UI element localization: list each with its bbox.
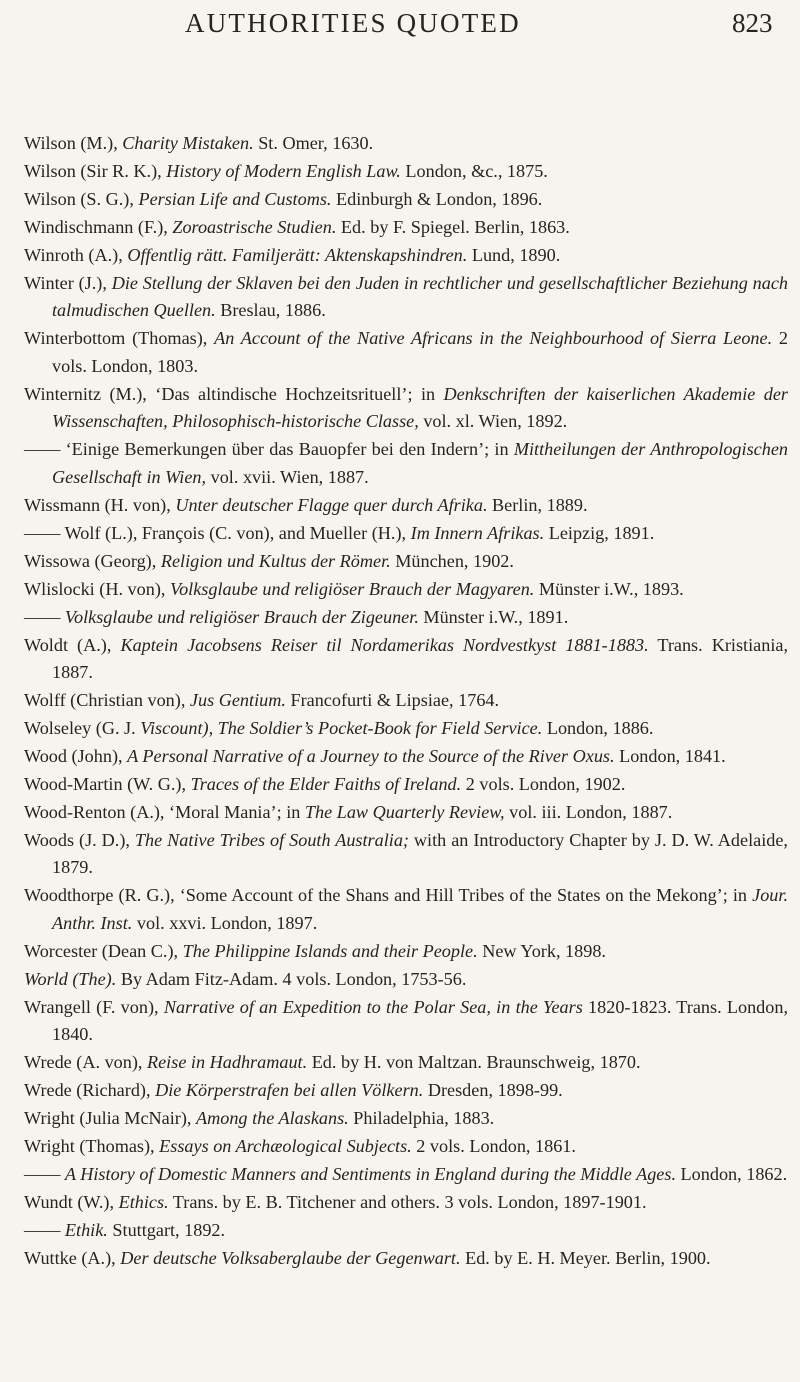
- entry-title: Volksglaube und religiöser Brauch der Zigeuner.: [64, 606, 419, 627]
- bibliography-entry: [24, 520, 788, 547]
- entry-author: Wright (Thomas),: [24, 1136, 160, 1157]
- entry-publication: Ed. by F. Spiegel. Berlin, 1863.: [336, 217, 570, 237]
- entry-author: ——: [24, 1220, 65, 1241]
- entry-publication: Berlin, 1889.: [487, 494, 588, 515]
- entry-title: Volksglaube und religiöser Brauch der Magyaren.: [169, 578, 535, 599]
- entry-publication: Lund, 1890.: [467, 245, 561, 265]
- entry-publication: St. Omer, 1630.: [253, 133, 374, 153]
- bibliography-entry: [24, 1133, 788, 1160]
- entry-title: Im Innern Afrikas.: [410, 522, 545, 543]
- entry-title: Die Körperstrafen bei allen Völkern.: [155, 1080, 424, 1101]
- entry-publication: Trans. Kristiania, 1887.: [52, 634, 788, 683]
- entry-publication: 2 vols. London, 1803.: [52, 328, 789, 376]
- bibliography-entry: [24, 242, 788, 269]
- entry-author: Wolff (Christian von),: [24, 690, 190, 711]
- entry-author: ——: [24, 1164, 65, 1185]
- bibliography-entry: [24, 715, 788, 742]
- bibliography-entry: [24, 994, 788, 1049]
- entry-author: Winternitz (M.), ‘Das altindische Hochzeitsrituell’; in: [24, 383, 444, 404]
- entry-author: Wissowa (Georg),: [24, 550, 161, 571]
- bibliography-entry: [24, 381, 788, 436]
- bibliography-entry: [24, 1105, 788, 1132]
- entry-publication: Leipzig, 1891.: [544, 522, 655, 543]
- bibliography-entry: [24, 687, 788, 714]
- entry-title: An Account of the Native Africans in the Neighbourhood of Sierra Leone.: [214, 328, 773, 349]
- entry-publication: By Adam Fitz-Adam. 4 vols. London, 1753-56.: [116, 968, 467, 989]
- bibliography-entry: [24, 1245, 788, 1272]
- entry-publication: Trans. by E. B. Titchener and others. 3 vols. London, 1897-1901.: [168, 1192, 647, 1213]
- bibliography-entry: [24, 799, 788, 826]
- entry-author: Wood-Renton (A.), ‘Moral Mania’; in: [24, 802, 305, 823]
- entry-publication: Ed. by H. von Maltzan. Braunschweig, 1870.: [307, 1052, 641, 1073]
- entry-title: Ethics.: [118, 1192, 169, 1213]
- entry-author: Winter (J.),: [24, 273, 112, 293]
- entry-publication: vol. xl. Wien, 1892.: [418, 411, 568, 432]
- entry-publication: Breslau, 1886.: [215, 300, 326, 321]
- entry-author: Wissmann (H. von),: [24, 494, 176, 515]
- bibliography-entry: [24, 1189, 788, 1216]
- entry-title: Denkschriften der kaiserlichen Akademie der Wissenschaften, Philosophisch-historische Classe,: [52, 383, 788, 432]
- entry-author: Woods (J. D.),: [24, 830, 135, 851]
- entry-publication: London, 1841.: [614, 746, 726, 767]
- entry-author: Wolseley (G. J.: [24, 718, 141, 739]
- bibliography-entry: [24, 214, 788, 241]
- bibliography-entry: [24, 186, 788, 213]
- entry-author: Woodthorpe (R. G.), ‘Some Account of the Shans and Hill Tribes of the States on the Mekong’; in: [24, 885, 753, 906]
- entry-author: Wright (Julia McNair),: [24, 1108, 196, 1129]
- entry-author: Winterbottom (Thomas),: [24, 328, 215, 349]
- entry-title: A Personal Narrative of a Journey to the Source of the River Oxus.: [127, 746, 615, 767]
- entry-title: Jus Gentium.: [189, 690, 286, 711]
- entry-publication: Edinburgh & London, 1896.: [331, 189, 543, 209]
- entry-title: Among the Alaskans.: [196, 1108, 349, 1129]
- bibliography-entry: [24, 492, 788, 519]
- entry-title: Traces of the Elder Faiths of Ireland.: [190, 774, 462, 795]
- entry-publication: Ed. by E. H. Meyer. Berlin, 1900.: [460, 1248, 711, 1269]
- running-title: AUTHORITIES QUOTED: [185, 8, 521, 38]
- entry-author: Wilson (Sir R. K.),: [24, 161, 167, 181]
- entry-title: The Philippine Islands and their People.: [182, 940, 478, 961]
- bibliography-entry: [24, 632, 788, 687]
- entry-publication: New York, 1898.: [477, 940, 606, 961]
- entry-title: Viscount), The Soldier’s Pocket-Book for Field Service.: [140, 718, 543, 739]
- entry-title: Jour. Anthr. Inst.: [52, 885, 788, 933]
- entry-author: Wood-Martin (W. G.),: [24, 774, 191, 795]
- entry-title: World (The).: [24, 968, 117, 989]
- bibliography-entry: [24, 436, 788, 491]
- entry-author: Wrede (A. von),: [24, 1052, 147, 1073]
- entry-title: Reise in Hadhramaut.: [147, 1052, 308, 1073]
- page-header: [0, 8, 800, 48]
- entry-publication: München, 1902.: [390, 550, 514, 571]
- entry-title: Persian Life and Customs.: [138, 189, 332, 209]
- entry-author: Windischmann (F.),: [24, 217, 173, 237]
- entry-author: Wlislocki (H. von),: [24, 578, 170, 599]
- entry-title: Charity Mistaken.: [122, 133, 254, 153]
- bibliography-list: [24, 130, 788, 1273]
- entry-author: Wrangell (F. von),: [24, 996, 164, 1017]
- entry-author: Winroth (A.),: [24, 245, 128, 265]
- entry-title: A History of Domestic Manners and Sentiments in England during the Middle Ages.: [64, 1164, 676, 1185]
- entry-author: Woldt (A.),: [24, 634, 121, 655]
- entry-publication: Philadelphia, 1883.: [348, 1108, 495, 1129]
- entry-publication: Münster i.W., 1891.: [418, 606, 569, 627]
- entry-author: Wuttke (A.),: [24, 1248, 121, 1269]
- bibliography-entry: [24, 325, 788, 380]
- entry-author: Wilson (M.),: [24, 133, 123, 153]
- bibliography-entry: [24, 158, 788, 185]
- entry-title: Offentlig rätt. Familjerätt: Aktenskapshindren.: [127, 245, 468, 265]
- bibliography-entry: [24, 604, 788, 631]
- entry-title: The Native Tribes of South Australia;: [134, 830, 409, 851]
- entry-title: The Law Quarterly Review,: [304, 802, 505, 823]
- bibliography-entry: [24, 1161, 788, 1188]
- entry-title: Essays on Archæological Subjects.: [159, 1136, 412, 1157]
- entry-title: Religion und Kultus der Römer.: [160, 550, 391, 571]
- entry-author: Worcester (Dean C.),: [24, 940, 183, 961]
- page-number: 823: [732, 8, 773, 38]
- bibliography-entry: [24, 1077, 788, 1104]
- entry-publication: 2 vols. London, 1902.: [461, 774, 626, 795]
- bibliography-entry: [24, 771, 788, 798]
- entry-title: Zoroastrische Studien.: [172, 217, 337, 237]
- entry-publication: Münster i.W., 1893.: [534, 578, 684, 599]
- entry-author: Wilson (S. G.),: [24, 189, 139, 209]
- bibliography-entry: [24, 827, 788, 882]
- entry-publication: vol. xxvi. London, 1897.: [132, 912, 318, 933]
- entry-publication: Francofurti & Lipsiae, 1764.: [285, 690, 500, 711]
- bibliography-entry: [24, 1049, 788, 1076]
- entry-publication: with an Introductory Chapter by J. D. W. Adelaide, 1879.: [52, 830, 788, 878]
- entry-publication: vol. iii. London, 1887.: [504, 802, 673, 823]
- bibliography-entry: [24, 576, 788, 603]
- bibliography-entry: [24, 882, 788, 937]
- entry-publication: London, 1886.: [542, 718, 654, 739]
- entry-author: Wood (John),: [24, 746, 128, 767]
- bibliography-entry: [24, 966, 788, 993]
- entry-publication: 1820-1823. Trans. London, 1840.: [52, 996, 788, 1045]
- bibliography-entry: [24, 548, 788, 575]
- entry-publication: Dresden, 1898-99.: [423, 1080, 563, 1101]
- entry-author: —— ‘Einige Bemerkungen über das Bauopfer bei den Indern’; in: [24, 439, 514, 460]
- entry-author: —— Wolf (L.), François (C. von), and Mueller (H.),: [24, 522, 411, 543]
- bibliography-entry: [24, 938, 788, 965]
- bibliography-entry: [24, 270, 788, 325]
- entry-title: History of Modern English Law.: [166, 161, 401, 181]
- bibliography-entry: [24, 130, 788, 157]
- entry-title: Ethik.: [64, 1220, 108, 1241]
- entry-publication: Stuttgart, 1892.: [107, 1220, 226, 1241]
- entry-title: Kaptein Jacobsens Reiser til Nordamerikas Nordvestkyst 1881-1883.: [120, 634, 649, 655]
- entry-title: Unter deutscher Flagge quer durch Afrika.: [175, 494, 488, 515]
- entry-author: Wundt (W.),: [24, 1192, 119, 1213]
- entry-publication: 2 vols. London, 1861.: [411, 1136, 576, 1157]
- entry-publication: London, &c., 1875.: [400, 161, 548, 181]
- bibliography-entry: [24, 1217, 788, 1244]
- entry-author: Wrede (Richard),: [24, 1080, 156, 1101]
- entry-publication: London, 1862.: [676, 1164, 788, 1185]
- entry-author: ——: [24, 606, 65, 627]
- entry-publication: vol. xvii. Wien, 1887.: [206, 466, 369, 487]
- entry-title: Die Stellung der Sklaven bei den Juden in rechtlicher und gesellschaftlicher Beziehung nach talmudischen Quellen.: [52, 273, 788, 321]
- entry-title: Mittheilungen der Anthropologischen Gesellschaft in Wien,: [52, 439, 788, 487]
- bibliography-entry: [24, 743, 788, 770]
- entry-title: Narrative of an Expedition to the Polar Sea, in the Years: [163, 996, 583, 1017]
- entry-title: Der deutsche Volksaberglaube der Gegenwart.: [120, 1248, 461, 1269]
